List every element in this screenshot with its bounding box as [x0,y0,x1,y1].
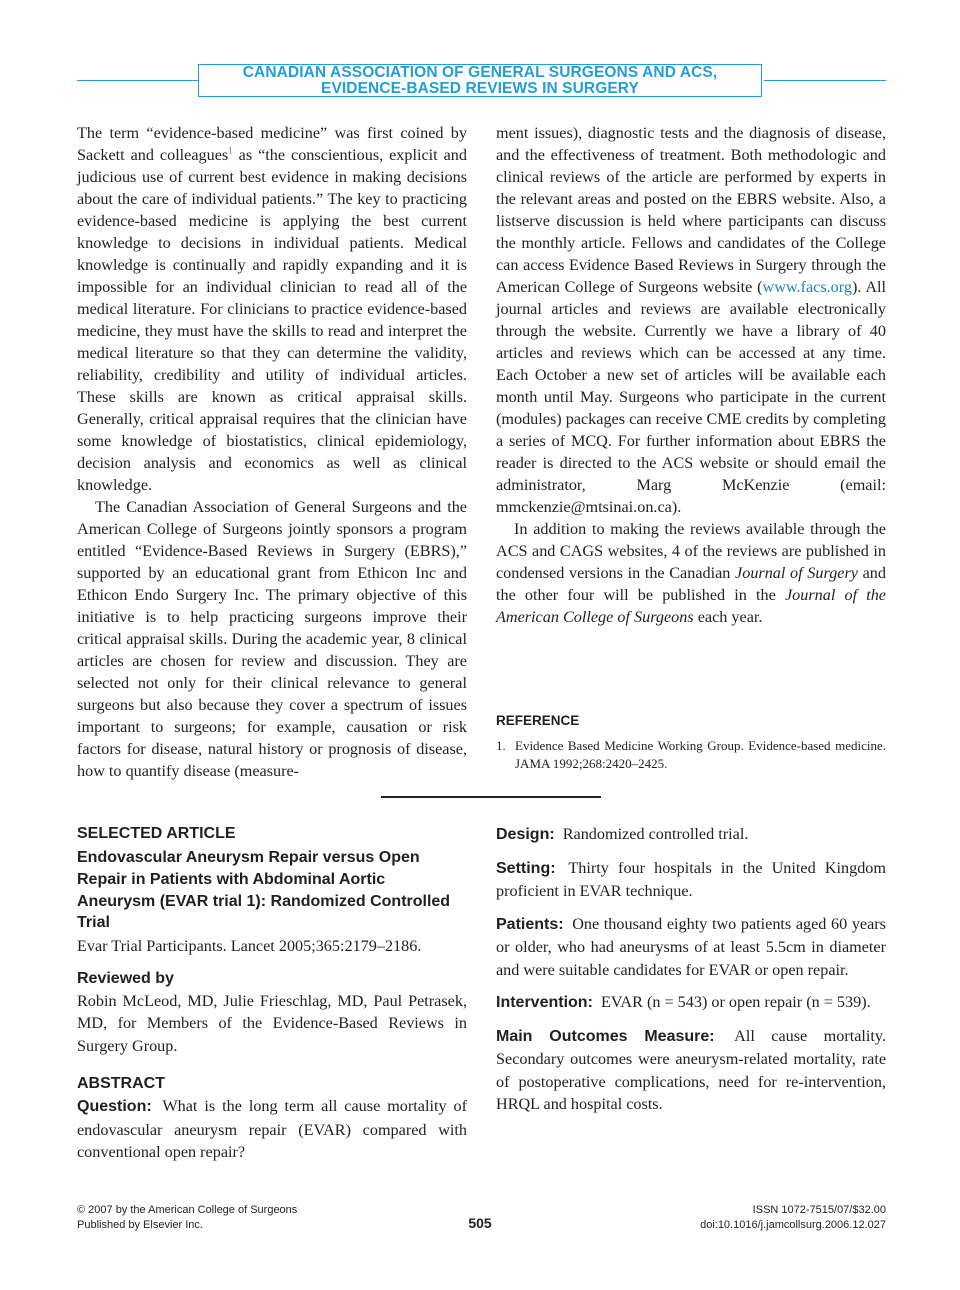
intro-paragraph-4: In addition to making the reviews available through the ACS and CAGS websites, 4 of the reviews are published in condensed versions in the Canadian Journal of Surgery and the other four will be published in the Journal of the American College of Surgeons each year. [496,520,886,626]
setting-label: Setting: [496,859,556,877]
setting-text: Thirty four hospitals in the United Kingdom proficient in EVAR technique. [496,858,886,900]
intro-paragraph-2: The Canadian Association of General Surgeons and the American College of Surgeons jointly sponsors a program entitled “Evidence-Based Reviews in Surgery (EBRS),” supported by an educational grant from Ethicon Inc and Ethicon Endo Surgery Inc. The primary objective of this initiative is to help practicing surgeons improve their critical appraisal skills. During the academic year, 8 clinical articles are chosen for review and discussion. They are selected not only for their clinical relevance to general surgeons but also because they cover a spectrum of issues important to surgeons; for example, causation or risk factors for disease, natural history or prognosis of disease, how to quantify disease (measure- [77,498,467,780]
copyright: © 2007 by the American College of Surgeons [77,1204,298,1216]
issn: ISSN 1072-7515/07/$32.00 [752,1204,886,1216]
reference-item [496,737,886,772]
article-info-column [77,823,467,1164]
reference-number: 1. [496,738,506,753]
footnote-marker: 1 [228,145,233,156]
intro-column-right [496,122,886,628]
section-header-line1: CANADIAN ASSOCIATION OF GENERAL SURGEONS AND ACS, [242,64,718,81]
article-citation: Evar Trial Participants. Lancet 2005;365:2179–2186. [77,937,422,956]
reference-text: Evidence Based Medicine Working Group. Evidence-based medicine. JAMA 1992;268:2420–2425. [515,738,886,771]
reference-heading: REFERENCE [496,713,580,728]
selected-article-heading: SELECTED ARTICLE [77,825,236,842]
outcomes-block [496,1025,886,1116]
abstract-column [496,823,886,1126]
question-text: What is the long term all cause mortality of endovascular aneurysm repair (EVAR) compared with conventional open repair? [77,1097,467,1162]
footer-right [700,1203,886,1233]
setting-block [496,857,886,903]
patients-text: One thousand eighty two patients aged 60 years or older, who had aneurysms of at least 5.5cm in diameter and were suitable candidates for EVAR or open repair. [496,914,886,979]
design-block [496,823,886,847]
intervention-block [496,991,886,1015]
question-label: Question: [77,1098,152,1116]
header-rule-left [77,80,198,81]
design-label: Design: [496,826,555,843]
publisher: Published by Elsevier Inc. [77,1219,203,1231]
abstract-heading: ABSTRACT [77,1075,165,1093]
outcomes-text: All cause mortality. Secondary outcomes were aneurysm-related mortality, rate of postoperative complications, need for re-intervention, HRQL and hospital costs. [496,1026,886,1113]
reviewers: Robin McLeod, MD, Julie Frieschlag, MD, Paul Petrasek, MD, for Members of the Evidence-Based Reviews in Surgery Group. [77,991,467,1055]
intro-paragraph-1: The term “evidence-based medicine” was first coined by Sackett and colleagues$^1$ as “the conscientious, explicit and judicious use of current best evidence in making decisions about the care of individual patients.” The key to practicing evidence-based medicine is applying the best current knowledge to decisions in individual patients. Medical knowledge is continually and rapidly expanding and it is impossible for an individual clinician to read all of the medical literature. For clinicians to practice evidence-based medicine, they must have the skills to read and interpret the medical literature so that they can determine the validity, reliability, credibility and utility of individual articles. These skills are known as critical appraisal skills. Generally, critical appraisal requires that the clinician have some knowledge of biostatistics, clinical epidemiology, decision analysis and economics as well as clinical knowledge. [77,124,467,494]
intro-paragraph-3: ment issues), diagnostic tests and the diagnosis of disease, and the effectiveness of treatment. Both methodologic and clinical reviews of the article are performed by experts in the relevant areas and posted on the EBRS website. Also, a listserve discussion is held where participants can discuss the monthly article. Fellows and candidates of the College can access Evidence Based Reviews in Surgery through the American College of Surgeons website (www.facs.org). All journal articles and reviews are available electronically through the website. Currently we have a library of 40 articles and reviews which can be accessed at any time. Each October a new set of articles will be available each month until May. Surgeons who participate in the current (modules) packages can receive CME credits by completing a series of MCQ. For further information about EBRS the reader is directed to the ACS website or should email the administrator, Marg McKenzie (email: mmckenzie@mtsinai.on.ca). [496,124,887,516]
section-header [198,64,762,97]
facs-link[interactable]: www.facs.org [762,278,852,296]
patients-block [496,913,886,982]
outcomes-label: Main Outcomes Measure: [496,1027,715,1045]
article-title: Endovascular Aneurysm Repair versus Open Repair in Patients with Abdominal Aortic Aneurysm (EVAR trial 1): Randomized Controlled Trial [77,849,451,932]
page-number: 505 [468,1215,492,1231]
intro-column-left [77,122,467,782]
reviewed-by-heading: Reviewed by [77,969,174,987]
patients-label: Patients: [496,915,564,933]
design-text: Randomized controlled trial. [562,825,749,843]
question-block [77,1095,467,1164]
section-divider [381,796,601,798]
intervention-text: EVAR (n = 543) or open repair (n = 539). [600,993,871,1011]
doi: doi:10.1016/j.jamcollsurg.2006.12.027 [700,1219,886,1231]
section-header-line2: EVIDENCE-BASED REVIEWS IN SURGERY [321,80,639,97]
intervention-label: Intervention: [496,994,593,1011]
header-rule-right [764,80,886,81]
